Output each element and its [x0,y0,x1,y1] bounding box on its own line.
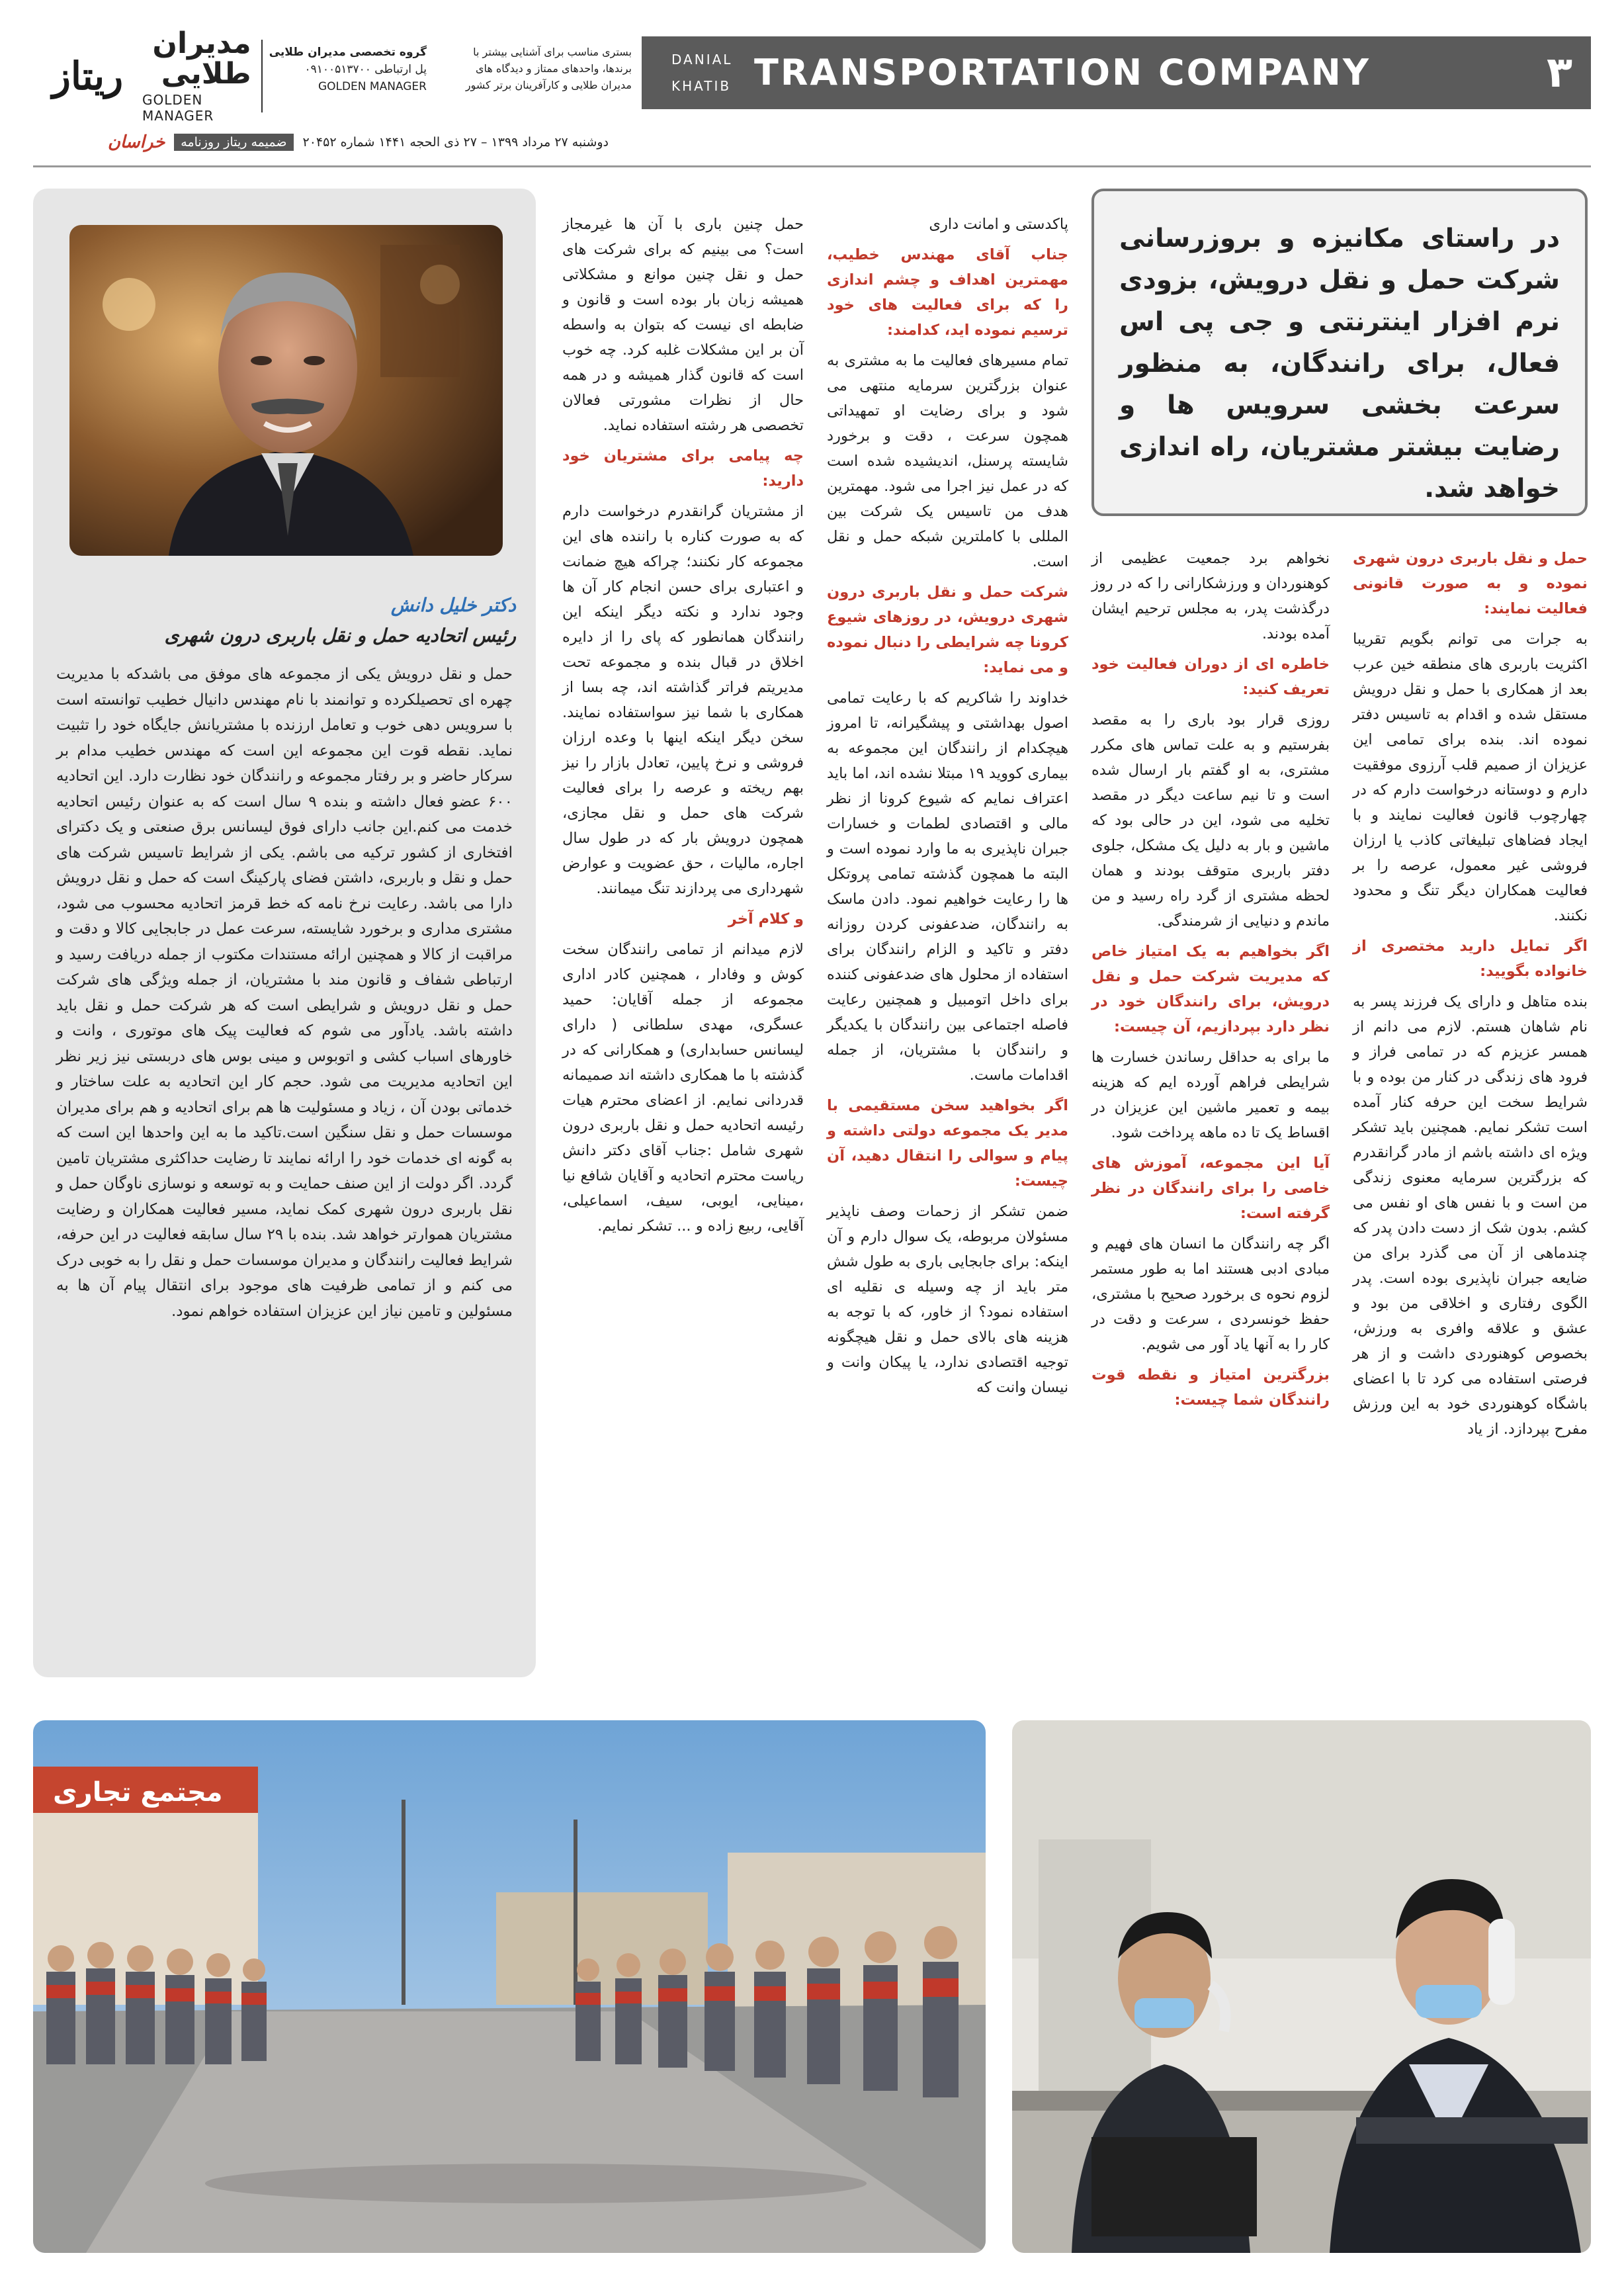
answer-paragraph: پاکدستی و امانت داری [929,216,1068,233]
contact-line: پل ارتباطی ۰۹۱۰۰۵۱۳۷۰۰ [304,63,427,76]
article-column-1 [1353,546,1588,1710]
office-illustration [1012,1720,1591,2253]
header-divider [33,165,1591,167]
golden-manager-brand [142,26,263,124]
author-first: DANIAL [671,52,733,67]
article-column-3 [827,212,1068,1710]
answer-paragraph: ضمن تشکر از زحمات وصف ناپذیر مسئولان مربوطه، یک سوال دارم و آن اینکه: برای جابجایی باری به طول شش متر باید از چه وسیله ی نقلیه ای استفاده نمود؟ از خاور، که با توجه به هزینه های بالای حمل و نقل هیچگونه توجیه اقتصادی ندارد، یا پیکان وانت و نیسان وانت که [827,1203,1068,1396]
khorasan-logo: خراسان [107,132,165,152]
question-heading: اگر تمایل دارید مختصری از خانواده بگویید: [1353,938,1588,980]
question-heading: جناب آقای مهندس خطیب، مهمترین اهداف و چشم اندازی را که برای فعالیت های خود ترسیم نموده اید، کدامند: [827,246,1068,339]
question-heading: خاطره ای از دوران فعالیت خود تعریف کنید: [1091,656,1330,698]
sidebar-body: حمل و نقل درویش یکی از مجموعه های موفق می باشدکه با مدیریت چهره ای تحصیلکرده و توانمند با نام مهندس دانیال خطیب توانسته است با سرویس دهی خوب و تعامل ارزنده با مشتریانش جایگاه خود را تثبیت نماید. نقطه قوت این مجموعه این است که مهندس خطیب مدام بر سرکار حاضر و بر رفتار مجموعه و رانندگان خود نظارت دارد. این اتحادیه ۶۰۰ عضو فعال داشته و بنده ۹ سال است که به عنوان رئیس اتحادیه خدمت می کنم.این جانب دارای فوق لیسانس برق صنعتی و یک دکترای افتخاری از کشور ترکیه می باشم. یکی از شرایط تاسیس شرکت های حمل و نقل و باربری، داشتن فضای پارکینگ است که حمل و نقل درویش دارا می باشد. رعایت نرخ نامه که خط قرمز اتحادیه محسوب می شود، مشتری مداری و برخورد شایسته، سرعت عمل در جابجایی کالا و دقت و مراقبت از کالا و همچنین ارائه مستندات مکتوب از جمله دریافت رسید و ارتباطی شفاف و قانون مند با مشتریان، از جمله ویژگی های شرکت حمل و نقل درویش و شرایطی است که هر شرکت حمل و نقل باید داشته باشد. یادآور می شوم که فعالیت پیک های موتوری ، وانت و خاورهای اسباب کشی و اتوبوس و مینی بوس های دربستی نیز زیر نظر این اتحادیه مدیریت می شود. حجم کار این اتحادیه به علت ساختار و خدماتی بودن آن ، زیاد و مسئولیت ها هم برای اتحادیه و هم برای مدیران موسسات حمل و نقل سنگین است.تاکید ما به این واحدها این است که به گونه ای خدمات خود را ارائه نمایند تا رضایت حداکثری مشتریان تامین گردد. اگر دولت از این صنف حمایت و به توسعه و نوسازی ناوگان حمل و نقل باربری درون شهری کمک نماید، مسیر فعالیت همکاران و رضایت مشتریان هموارتر خواهد شد. بنده با ۲۹ سال سابقه فعالیت در این حرفه، شرایط فعالیت رانندگان و مدیران موسسات حمل و نقل را به خوبی درک می کنم و از تمامی ظرفیت های موجود برای انتقال پیام آن ها به مسئولین و تامین نیاز این عزیزان استفاده خواهم نمود. [56,666,513,1320]
contact-line: GOLDEN MANAGER [318,80,427,93]
article-column-2 [1091,546,1330,1710]
answer-paragraph: لازم میدانم از تمامی رانندگان سخت کوش و وفادار ، همچنین کادر اداری مجموعه از جمله آقایان: حمید عسگری، مهدی سلطانی ( دارای لیسانس حسابداری) و همکارانی که در گذشته با ما همکاری داشته اند صمیمانه قدردانی نمایم. از اعضای محترم هیات رئیسه اتحادیه حمل و نقل باربری درون شهری شامل :جناب آقای دکتر دانش ریاست محترم اتحادیه و آقایان شافع نیا ،مینایی، ایوبی، سیف، اسماعیلی، آقایی، ربیع زاده و ... تشکر نمایم. [562,941,804,1235]
group-illustration [33,1720,986,2253]
sidebar-person-title: رئیس اتحادیه حمل و نقل باربری درون شهری [164,625,516,646]
group-photo [33,1720,986,2253]
author-name [671,46,751,99]
question-heading: حمل و نقل باربری درون شهری نموده و به صورت قانونی فعالیت نمایند: [1353,550,1588,617]
question-heading: آیا این مجموعه، آموزش های خاصی را برای رانندگان در نظر گرفته است: [1091,1155,1330,1222]
tagline-line: مدیران طلایی و کارآفرینان برتر کشور [465,79,632,91]
answer-paragraph: نخواهم برد جمعیت عظیمی از کوهنوردان و ورزشکارانی را که در روز درگذشت پدر، به مجلس ترحیم ایشان آمده بودند. [1091,550,1330,642]
section-title: TRANSPORTATION COMPANY [754,52,1371,93]
contact-line: گروه تخصصی مدیران طلایی [269,46,427,59]
question-heading: و کلام آخر [728,910,804,928]
answer-paragraph: روزی قرار بود باری را به مقصد بفرستیم و به علت تماس های مکرر مشتری، به او گفتم بار ارسال شده است و تا نیم ساعت دیگر در مقصد تخلیه می شود، این در حالی بود که ماشین و بار به دلیل یک مشکل، جلوی دفتر باربری متوقف بودند و همان لحظه مشتری از گرد راه رسید و من ماندم و دنیایی از شرمندگی. [1091,711,1330,930]
answer-paragraph: خداوند را شاکریم که با رعایت تمامی اصول بهداشتی و پیشگیرانه، تا امروز هیچکدام از رانندگان این مجموعه به بیماری کووید ۱۹ مبتلا نشده اند، اما باید اعتراف نمایم که شیوع کرونا از نظر مالی و اقتصادی لطمات و خسارات جبران ناپذیری به ما وارد نموده است و البته ما همچون گذشته تمامی پروتکل ها را رعایت خواهیم نمود. دادن ماسک به رانندگان، ضدعفونی کردن روزانه دفتر و تاکید و الزام رانندگان برای استفاده از محلول های ضدعفونی کننده برای داخل اتومبیل و همچنین رعایت فاصله اجتماعی بین رانندگان با یکدیگر و رانندگان با مشتریان، از جمله اقدامات ماست. [827,689,1068,1084]
question-heading: اگر بخواهیم به یک امتیاز خاص که مدیریت شرکت حمل و نقل درویش، برای رانندگان خود در نظر دارد بپردازیم، آن چیست: [1091,943,1330,1035]
building-sign: مجتمع تجاری [53,1777,223,1808]
question-heading: اگر بخواهید سخن مستقیمی با مدیر یک مجموعه دولتی داشته و پیام و سوالی را انتقال دهید، آن چیست: [827,1097,1068,1190]
supplement-badge: ضمیمه ریتاز روزنامه [174,134,293,151]
brand-en: GOLDEN MANAGER [142,92,214,124]
tagline-line: برندها، واحدهای ممتاز و دیدگاه های [476,62,632,75]
answer-paragraph: از مشتریان گرانقدرم درخواست دارم که به صورت کناره با راننده های این مجموعه کار نکنند؛ چراکه هیچ ضمانت و اعتباری برای حسن انجام کار آن ها وجود ندارد و نکته دیگر اینکه این رانندگان همانطور که پای را از دایره اخلاق در قبال بنده و مجموعه تحت مدیریتم فراتر گذاشته اند، چه بسا از همکاری با شما نیز سواستفاده نمایند. سخن دیگر اینکه اینها با وعده ارزان فروشی و نرخ پایین، تعادل بازار را نیز بهم ریخته و عرصه را برای فعالیت شرکت های حمل و نقل مجازی، همچون درویش بار که در طول سال اجاره، مالیات ، حق عضویت و عوارض شهرداری می پردازند تنگ میمانند. [562,503,804,897]
answer-paragraph: بنده متاهل و دارای یک فرزند پسر به نام شاهان هستم. لازم می دانم از همسر عزیزم که در تمامی فراز و فرود های زندگی در کنار من بوده و با شرایط سخت این حرفه کنار آمده است تشکر نمایم. همچنین باید تشکر ویژه ای داشته باشم از مادر گرانقدرم که بزرگترین سرمایه معنوی زندگی من است و با نفس های او نفس می کشم. بدون شک از دست دادن پدر که چندماهی از آن می گذرد برای من ضایعه جبران ناپذیری بوده است. پدر الگوی رفتاری و اخلاقی من بود و عشق و علاقه وافری به ورزش، بخصوص کوهنوردی داشت و از هر فرصتی استفاده می کرد تا با اعضای باشگاه کوهنوردی خود به این ورزش مفرح بپردازد. از یاد [1353,993,1588,1438]
portrait-photo [69,225,503,556]
sidebar-person-name: دکتر خلیل دانش [390,594,516,616]
date-text: دوشنبه ۲۷ مرداد ۱۳۹۹ – ۲۷ ذی الحجه ۱۴۴۱ شماره ۲۰۴۵۲ [302,135,609,150]
office-photo [1012,1720,1591,2253]
answer-paragraph: تمام مسیرهای فعالیت ما به مشتری به عنوان بزرگترین سرمایه منتهی می شود و برای رضایت او تمهیداتی همچون سرعت ، دقت و برخورد شایسته پرسنل، اندیشیده شده است که در عمل نیز اجرا می شود. مهمترین هدف من تاسیس یک شرکت بین المللی با کاملترین شبکه حمل و نقل است. [827,352,1068,570]
headline-callout: در راستای مکانیزه و بروزرسانی شرکت حمل و نقل درویش، بزودی نرم افزار اینترنتی و جی پی اس فعال، برای رانندگان، به منظور سرعت بخشی سرویس ها و رضایت بیشتر مشتریان، راه اندازی خواهد شد. [1091,189,1588,516]
portrait-illustration [69,225,503,556]
dateline [33,129,609,155]
question-heading: چه پیامی برای مشتریان خود دارید: [562,447,804,490]
brand-contact [268,44,427,110]
tagline-line: بستری مناسب برای آشنایی بیشتر با [473,46,632,58]
ritaz-logo: ریتاز [52,54,124,99]
answer-paragraph: اگر چه رانندگان ما انسان های فهیم و مبادی ادبی هستند اما به طور مستمر لزوم نحوه ی برخورد صحیح با مشتری، حفظ خونسردی ، سرعت و دقت در کار را به آنها یاد آور می شویم. [1091,1235,1330,1353]
question-heading: بزرگترین امتیاز و نقطه قوت رانندگان شما چیست: [1091,1366,1330,1409]
page-number: ۳ [1546,48,1573,97]
answer-paragraph: به جرات می توانم بگویم تقریبا اکثریت باربری های منطقه خین عرب بعد از همکاری با حمل و نقل درویش مستقل شده و اقدام به تاسیس دفتر نموده اند. بنده برای تمامی این عزیزان از صمیم قلب آرزوی موفقیت دارم و دوستانه درخواست دارم که در چهارچوب قانون فعالیت نمایند و با ایجاد فضاهای تبلیغاتی کاذب یا ارزان فروشی غیر معمول، عرصه را بر فعالیت همکاران دیگر تنگ و محدود نکنند. [1353,631,1588,924]
answer-paragraph: ما برای به حداقل رساندن خسارت ها شرایطی فراهم آورده ایم که هزینه بیمه و تعمیر ماشین این عزیزان در اقساط یک تا ده ماهه پرداخت شود. [1091,1049,1330,1141]
brand-tagline [433,44,632,110]
brand-fa: مدیران طلایی [152,26,251,91]
author-last: KHATIB [671,78,732,94]
answer-paragraph: حمل چنین باری با آن ها غیرمجاز است؟ می بینیم که برای شرکت های حمل و نقل چنین موانع و مشکلاتی همیشه زبان بار بوده است و قانون و ضابطه ای نیست که بتوان به واسطه آن بر این مشکلات غلبه کرد. چه خوب است که قانون گذار همیشه و در همه حال از نظرات مشورتی فعالان تخصصی هر رشته استفاده نماید. [562,216,804,434]
article-column-4 [562,212,804,1710]
question-heading: شرکت حمل و نقل باربری درون شهری درویش، در روزهای شیوع کرونا چه شرایطی را دنبال نموده و می نماید: [827,584,1068,676]
